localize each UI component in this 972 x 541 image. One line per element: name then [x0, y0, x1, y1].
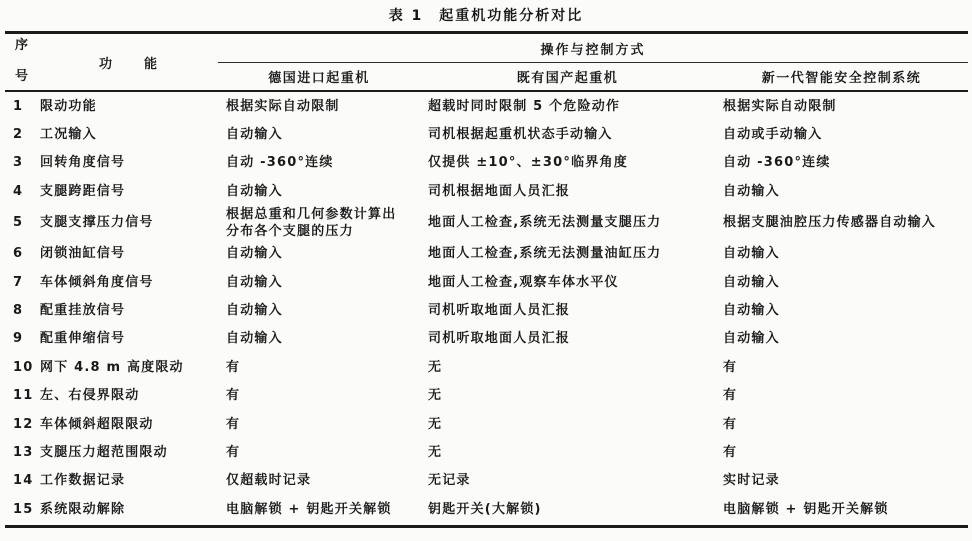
header-serial-line1: 序 — [15, 38, 29, 53]
cell-new-system: 根据实际自动限制 — [723, 98, 837, 114]
cell-german-crane: 自动输入 — [226, 331, 283, 347]
cell-function: 限动功能 — [40, 98, 97, 114]
cell-new-system: 有 — [723, 444, 738, 460]
cell-german-crane: 自动输入 — [226, 274, 283, 290]
cell-new-system: 实时记录 — [723, 473, 780, 489]
header-control-group — [218, 34, 968, 90]
table-row — [13, 268, 968, 296]
cell-new-system: 电脑解锁 + 钥匙开关解锁 — [723, 501, 889, 517]
cell-german-crane: 自动输入 — [226, 183, 283, 199]
cell-serial-number: 7 — [13, 274, 24, 290]
table-row — [13, 495, 968, 523]
header-col-domestic: 既有国产起重机 — [516, 71, 619, 86]
header-serial-line2: 号 — [15, 69, 29, 84]
table-row — [13, 467, 968, 495]
cell-serial-number: 14 — [13, 473, 34, 489]
cell-function: 左、右侵界限动 — [40, 388, 140, 404]
table-row — [13, 240, 968, 268]
cell-german-crane: 有 — [226, 359, 241, 375]
cell-domestic-crane: 司机根据起重机状态手动输入 — [428, 127, 613, 143]
table-row — [13, 120, 968, 148]
cell-serial-number: 8 — [13, 303, 24, 319]
header-group-title: 操作与控制方式 — [218, 34, 968, 63]
cell-function: 回转角度信号 — [40, 155, 126, 171]
cell-domestic-crane: 地面人工检查,观察车体水平仪 — [428, 274, 619, 290]
cell-german-crane: 自动 -360°连续 — [226, 155, 334, 171]
cell-function: 闭锁油缸信号 — [40, 246, 126, 262]
cell-serial-number: 12 — [13, 416, 34, 432]
cell-function: 车体倾斜角度信号 — [40, 274, 154, 290]
cell-serial-number: 9 — [13, 331, 24, 347]
cell-german-crane: 自动输入 — [226, 246, 283, 262]
cell-domestic-crane: 无 — [428, 388, 443, 404]
cell-new-system: 自动 -360°连续 — [723, 155, 831, 171]
cell-german-crane: 仅超载时记录 — [226, 473, 312, 489]
cell-domestic-crane: 无记录 — [428, 473, 471, 489]
cell-new-system: 自动输入 — [723, 183, 780, 199]
cell-domestic-crane: 钥匙开关(大解锁) — [428, 501, 542, 517]
table-title: 表 1 起重机功能分析对比 — [388, 8, 584, 24]
cell-german-crane: 根据实际自动限制 — [226, 98, 340, 114]
header-sub-columns — [218, 63, 968, 90]
comparison-table — [5, 31, 968, 528]
cell-serial-number: 11 — [13, 388, 34, 404]
table-row — [13, 410, 968, 438]
cell-new-system: 自动或手动输入 — [723, 127, 823, 143]
cell-new-system: 自动输入 — [723, 303, 780, 319]
header-function: 功 能 — [98, 56, 159, 72]
table-row — [13, 438, 968, 466]
cell-function: 工作数据记录 — [40, 473, 126, 489]
cell-function: 支腿支撑压力信号 — [40, 215, 154, 231]
cell-new-system: 自动输入 — [723, 246, 780, 262]
cell-function: 配重伸缩信号 — [40, 331, 126, 347]
table-row — [13, 353, 968, 381]
table-row — [13, 325, 968, 353]
cell-new-system: 自动输入 — [723, 274, 780, 290]
cell-new-system: 有 — [723, 388, 738, 404]
cell-serial-number: 10 — [13, 359, 34, 375]
cell-function: 系统限动解除 — [40, 501, 126, 517]
table-header — [5, 34, 968, 92]
cell-serial-number: 3 — [13, 155, 24, 171]
cell-domestic-crane: 地面人工检查,系统无法测量支腿压力 — [428, 215, 662, 231]
cell-serial-number: 1 — [13, 98, 24, 114]
cell-serial-number: 13 — [13, 444, 34, 460]
cell-function: 支腿压力超范围限动 — [40, 444, 168, 460]
cell-domestic-crane: 司机听取地面人员汇报 — [428, 331, 571, 347]
cell-domestic-crane: 无 — [428, 359, 443, 375]
cell-german-crane: 有 — [226, 416, 241, 432]
cell-german-crane: 自动输入 — [226, 303, 283, 319]
cell-new-system: 有 — [723, 359, 738, 375]
cell-function: 车体倾斜超限限动 — [40, 416, 154, 432]
cell-serial-number: 5 — [13, 215, 24, 231]
cell-serial-number: 15 — [13, 501, 34, 517]
cell-new-system: 有 — [723, 416, 738, 432]
header-serial-number — [13, 34, 40, 90]
header-col-german: 德国进口起重机 — [268, 71, 370, 86]
cell-function: 网下 4.8 m 高度限动 — [40, 359, 184, 375]
table-row — [13, 382, 968, 410]
table-row — [13, 296, 968, 324]
cell-german-crane: 有 — [226, 444, 241, 460]
cell-function: 配重挂放信号 — [40, 303, 126, 319]
table-row — [13, 177, 968, 205]
cell-domestic-crane: 司机根据地面人员汇报 — [428, 183, 571, 199]
cell-new-system: 根据支腿油腔压力传感器自动输入 — [723, 215, 937, 231]
cell-function: 工况输入 — [40, 127, 97, 143]
table-row — [13, 92, 968, 120]
cell-domestic-crane: 无 — [428, 444, 443, 460]
cell-domestic-crane: 仅提供 ±10°、±30°临界角度 — [428, 155, 628, 171]
cell-german-crane: 自动输入 — [226, 127, 283, 143]
cell-new-system: 自动输入 — [723, 331, 780, 347]
cell-domestic-crane: 地面人工检查,系统无法测量油缸压力 — [428, 246, 662, 262]
cell-domestic-crane: 无 — [428, 416, 443, 432]
table-row — [13, 206, 968, 240]
cell-serial-number: 6 — [13, 246, 24, 262]
cell-function: 支腿跨距信号 — [40, 183, 126, 199]
cell-serial-number: 2 — [13, 127, 24, 143]
header-col-newgen: 新一代智能安全控制系统 — [761, 71, 922, 86]
cell-german-crane: 根据总重和几何参数计算出分布各个支腿的压力 — [226, 206, 397, 239]
cell-german-crane: 电脑解锁 + 钥匙开关解锁 — [226, 501, 392, 517]
cell-german-crane: 有 — [226, 388, 241, 404]
table-body — [5, 92, 968, 525]
cell-domestic-crane: 司机听取地面人员汇报 — [428, 303, 571, 319]
table-row — [13, 149, 968, 177]
cell-serial-number: 4 — [13, 183, 24, 199]
cell-domestic-crane: 超载时同时限制 5 个危险动作 — [428, 98, 621, 114]
